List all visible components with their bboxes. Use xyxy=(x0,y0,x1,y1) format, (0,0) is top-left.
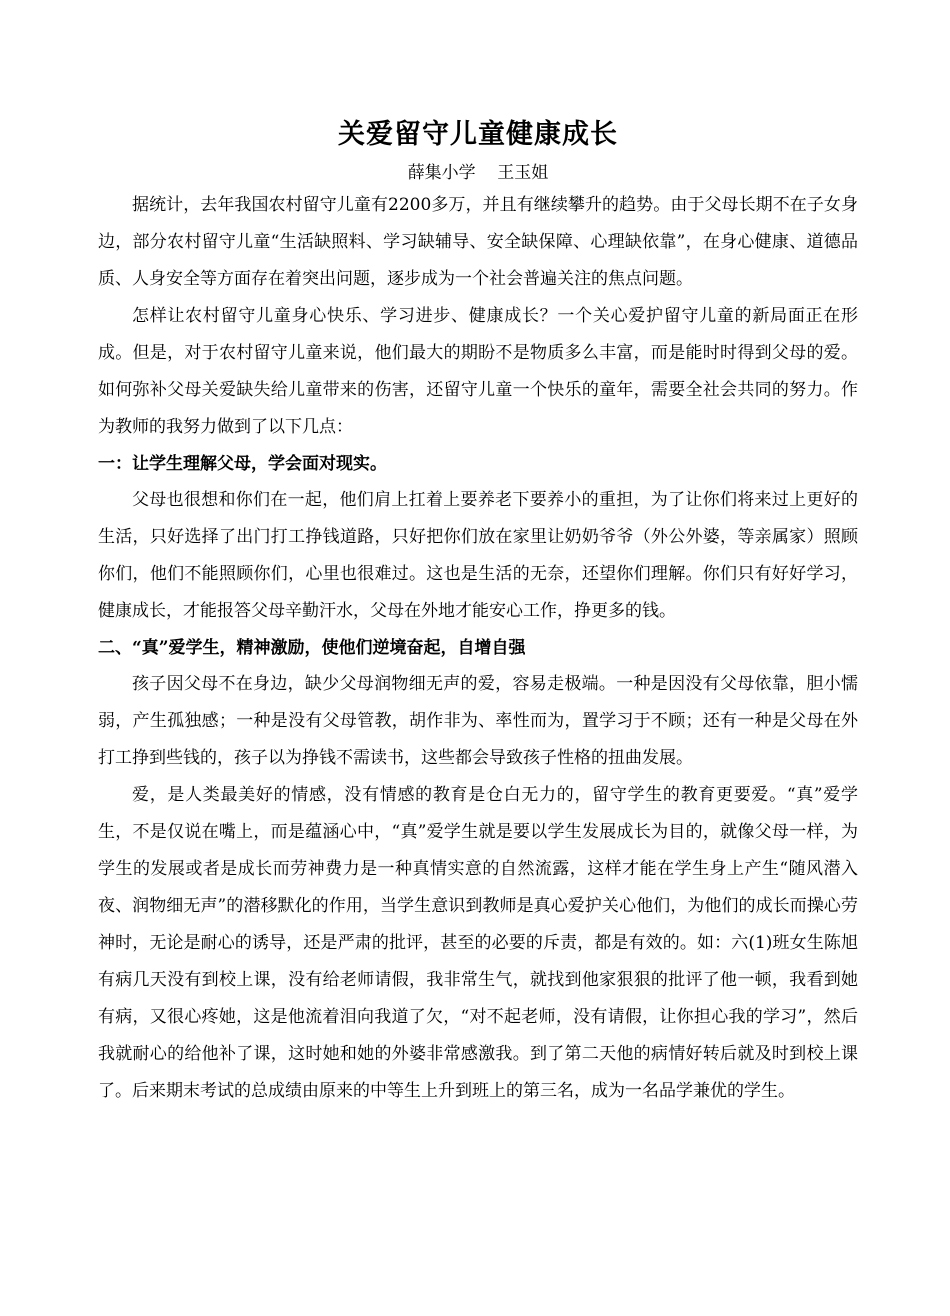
section-heading: 二、“真”爱学生，精神激励，使他们逆境奋起，自增自强 xyxy=(98,638,526,658)
document-page xyxy=(98,115,858,1110)
body-paragraph: 孩子因父母不在身边，缺少父母润物细无声的爱，容易走极端。一种是因没有父母依靠，胆小懦弱，产生孤独感；一种是没有父母管教，胡作非为、率性而为，置学习于不顾；还有一种是父母在外打工挣到些钱的，孩子以为挣钱不需读书，这些都会导致孩子性格的扭曲发展。 xyxy=(98,674,858,768)
body-paragraph: 据统计，去年我国农村留守儿童有2200多万，并且有继续攀升的趋势。由于父母长期不在子女身边，部分农村留守儿童“生活缺照料、学习缺辅导、安全缺保障、心理缺依靠”，在身心健康、道德品质、人身安全等方面存在着突出问题，逐步成为一个社会普遍关注的焦点问题。 xyxy=(98,195,858,289)
section-heading: 一：让学生理解父母，学会面对现实。 xyxy=(98,454,387,474)
body-paragraph: 父母也很想和你们在一起，他们肩上扛着上要养老下要养小的重担，为了让你们将来过上更好的生活，只好选择了出门打工挣钱道路，只好把你们放在家里让奶奶爷爷（外公外婆，等亲属家）照顾你们，他们不能照顾你们，心里也很难过。这也是生活的无奈，还望你们理解。你们只有好好学习，健康成长，才能报答父母辛勤汗水，父母在外地才能安心工作，挣更多的钱。 xyxy=(98,490,858,621)
author-byline: 薛集小学 王玉姐 xyxy=(407,163,549,183)
document-title: 关爱留守儿童健康成长 xyxy=(338,119,618,150)
body-paragraph: 怎样让农村留守儿童身心快乐、学习进步、健康成长？一个关心爱护留守儿童的新局面正在形成。但是，对于农村留守儿童来说，他们最大的期盼不是物质多么丰富，而是能时时得到父母的爱。如何弥补父母关爱缺失给儿童带来的伤害，还留守儿童一个快乐的童年，需要全社会共同的努力。作为教师的我努力做到了以下几点： xyxy=(98,306,858,437)
body-paragraph: 爱，是人类最美好的情感，没有情感的教育是仓白无力的，留守学生的教育更要爱。“真”爱学生，不是仅说在嘴上，而是蕴涵心中，“真”爱学生就是要以学生发展成长为目的，就像父母一样，为学生的发展或者是成长而劳神费力是一种真情实意的自然流露，这样才能在学生身上产生“随风潜入夜、润物细无声”的潜移默化的作用，当学生意识到教师是真心爱护关心他们，为他们的成长而操心劳神时，无论是耐心的诱导，还是严肃的批评，甚至的必要的斥责，都是有效的。如：六(1)班女生陈旭有病几天没有到校上课，没有给老师请假，我非常生气，就找到他家狠狠的批评了他一顿，我看到她有病，又很心疼她，这是他流着泪向我道了欠，“对不起老师，没有请假，让你担心我的学习”，然后我就耐心的给他补了课，这时她和她的外婆非常感激我。到了第二天他的病情好转后就及时到校上课了。后来期末考试的总成绩由原来的中等生上升到班上的第三名，成为一名品学兼优的学生。 xyxy=(98,785,858,1101)
